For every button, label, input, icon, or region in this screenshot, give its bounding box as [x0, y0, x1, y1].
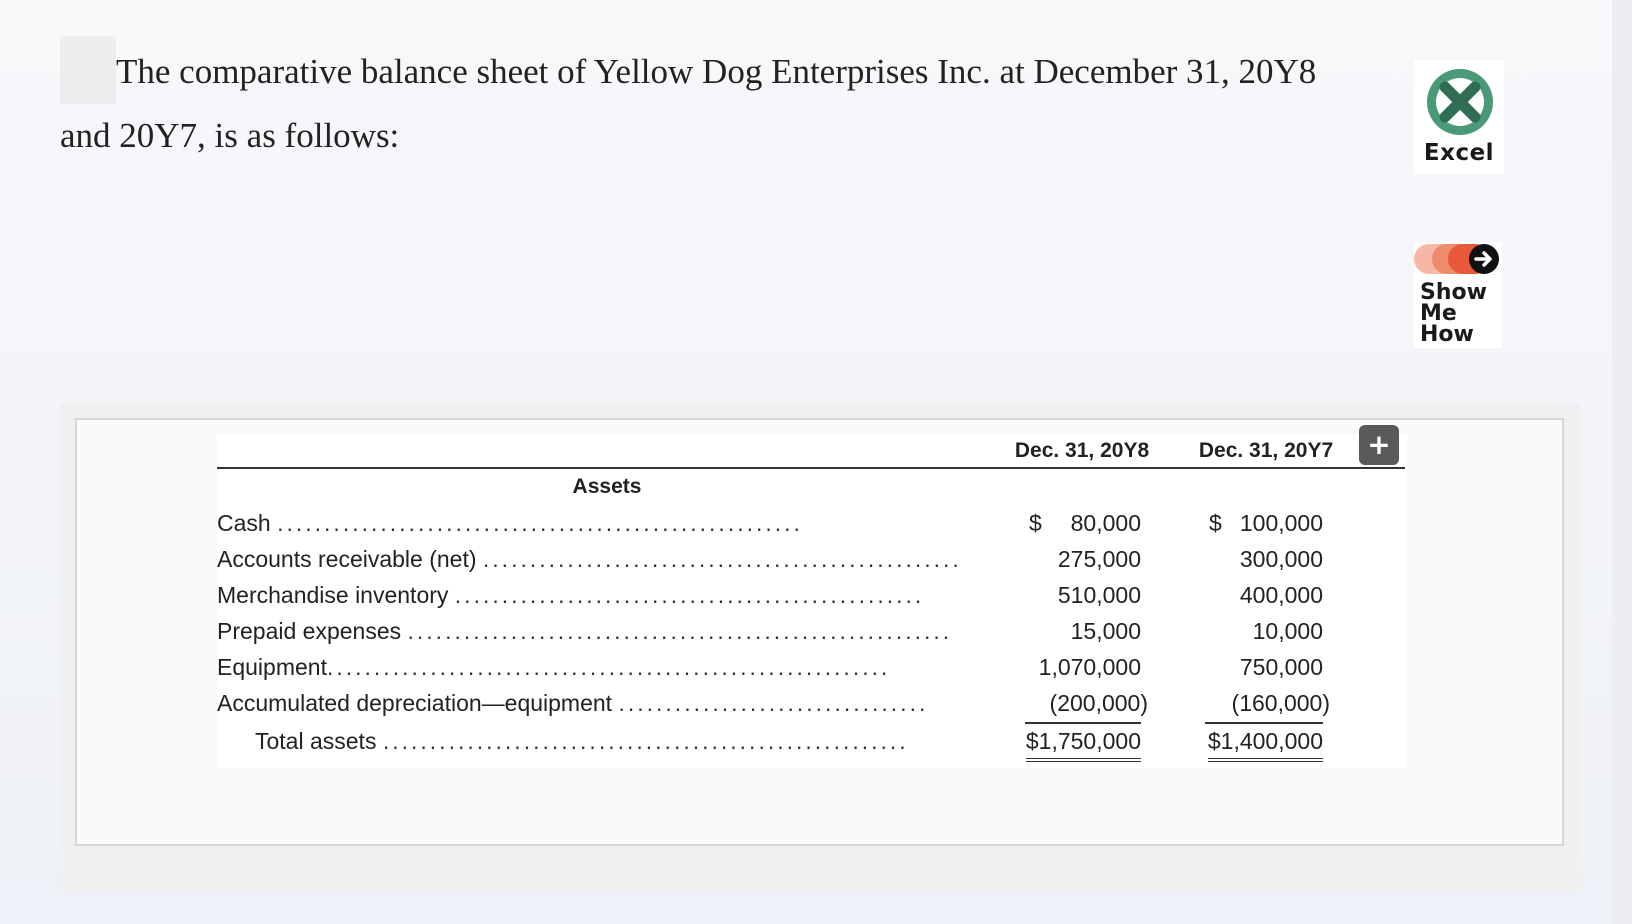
cell-20y8: $ 80,000 [1029, 504, 1141, 542]
cell-20y8: 1,070,000 [1038, 654, 1141, 680]
table-row [217, 540, 1405, 578]
row-label: Total assets ........................................................ [255, 728, 909, 754]
page-edge [1612, 0, 1632, 924]
section-title-assets: Assets [572, 475, 642, 498]
cell-20y7: $1,400,000 [1205, 722, 1323, 760]
row-label: Merchandise inventory .................................................. [217, 582, 925, 608]
excel-x-icon [1420, 62, 1500, 142]
dollar-sign: $ [1029, 510, 1042, 536]
show-me-how-button[interactable] [1414, 242, 1502, 348]
table-row [217, 576, 1405, 614]
table-row [217, 648, 1405, 686]
expand-plus-icon[interactable]: + [1359, 425, 1399, 465]
dollar-sign: $ [1209, 510, 1222, 536]
arrow-right-circle-icon [1414, 242, 1502, 282]
problem-statement: The comparative balance sheet of Yellow Dog Enterprises Inc. at December 31, 20Y8 and 20Y7, is as follows: [60, 52, 1317, 155]
row-label: Prepaid expenses .......................................................... [217, 618, 953, 644]
table-row [217, 504, 1405, 542]
balance-sheet-card [75, 418, 1564, 846]
balance-sheet-table [217, 434, 1407, 768]
cell-20y7: $ 100,000 [1209, 504, 1323, 542]
header-rule [217, 467, 1405, 469]
row-label: Accumulated depreciation—equipment ................................. [217, 690, 929, 716]
exhibit-panel [60, 404, 1580, 892]
row-label: Equipment............................................................ [217, 654, 891, 680]
show-me-how-line: How [1420, 322, 1474, 347]
show-me-how-line: Show [1420, 280, 1487, 305]
row-label: Cash ........................................................ [217, 510, 803, 536]
cell-20y7: 10,000 [1252, 618, 1323, 644]
cell-20y8: 275,000 [1057, 546, 1141, 572]
cell-20y8: (200,000) [1025, 684, 1141, 724]
column-header-20y7: Dec. 31, 20Y7 [1198, 439, 1334, 462]
cell-20y7: (160,000) [1205, 684, 1323, 724]
cell-20y7: 400,000 [1239, 582, 1323, 608]
show-me-how-label [1420, 282, 1487, 345]
table-row [217, 684, 1405, 722]
column-header-20y8: Dec. 31, 20Y8 [1014, 439, 1150, 462]
excel-button[interactable] [1414, 60, 1504, 174]
table-row [217, 612, 1405, 650]
table-row-total [217, 722, 1405, 760]
show-me-how-line: Me [1420, 301, 1457, 326]
cell-20y8: 15,000 [1070, 618, 1141, 644]
row-label: Accounts receivable (net) ................................................... [217, 546, 962, 572]
cell-20y8: $1,750,000 [1025, 722, 1141, 760]
cell-20y7: 750,000 [1239, 654, 1323, 680]
excel-label: Excel [1423, 140, 1495, 166]
cell-20y8: 510,000 [1057, 582, 1141, 608]
cell-20y7: 300,000 [1239, 546, 1323, 572]
